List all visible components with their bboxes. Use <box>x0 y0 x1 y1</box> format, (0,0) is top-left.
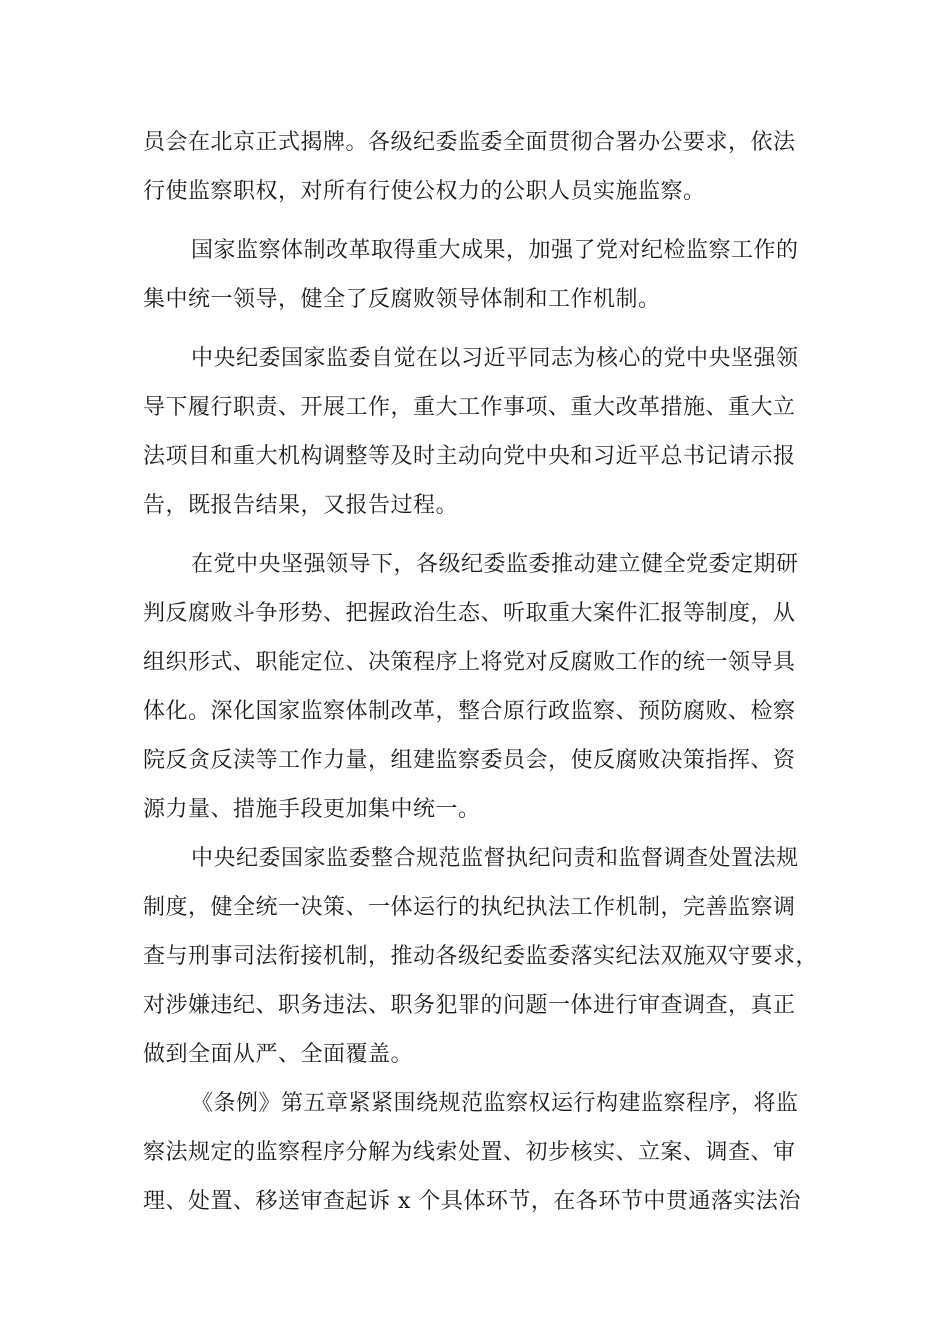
paragraph-first-line: 在党中央坚强领导下，各级纪委监委推动建立健全党委定期研 <box>191 552 799 577</box>
paragraph-first-line: 中央纪委国家监委自觉在以习近平同志为核心的党中央坚强领 <box>191 346 799 371</box>
text-line: 查与刑事司法衔接机制，推动各级纪委监委落实纪法双施双守要求， <box>143 944 819 969</box>
text-line: 组织形式、职能定位、决策程序上将党对反腐败工作的统一领导具 <box>143 650 796 675</box>
text-line: 做到全面从严、全面覆盖。 <box>143 1042 414 1067</box>
text-line: 告，既报告结果，又报告过程。 <box>143 493 459 518</box>
text-line: 员会在北京正式揭牌。各级纪委监委全面贯彻合署办公要求，依法 <box>143 130 796 155</box>
text-line: 集中统一领导，健全了反腐败领导体制和工作机制。 <box>143 287 661 312</box>
paragraph-first-line: 《条例》第五章紧紧围绕规范监察权运行构建监察程序，将监 <box>191 1091 799 1116</box>
text-line: 制度，健全统一决策、一体运行的执纪执法工作机制，完善监察调 <box>143 895 796 920</box>
text-line: 察法规定的监察程序分解为线索处置、初步核实、立案、调查、审 <box>143 1140 796 1165</box>
paragraph-first-line: 国家监察体制改革取得重大成果，加强了党对纪检监察工作的 <box>191 238 799 263</box>
text-line: 体化。深化国家监察体制改革，整合原行政监察、预防腐败、检察 <box>143 699 796 724</box>
text-line: 院反贪反渎等工作力量，组建监察委员会，使反腐败决策指挥、资 <box>143 748 796 773</box>
text-line: 源力量、措施手段更加集中统一。 <box>143 797 481 822</box>
text-line: 对涉嫌违纪、职务违法、职务犯罪的问题一体进行审查调查，真正 <box>143 993 796 1018</box>
text-line: 行使监察职权，对所有行使公权力的公职人员实施监察。 <box>143 179 706 204</box>
text-line: 理、处置、移送审查起诉 x 个具体环节，在各环节中贯通落实法治 <box>143 1189 801 1214</box>
paragraph-first-line: 中央纪委国家监委整合规范监督执纪问责和监督调查处置法规 <box>191 846 799 871</box>
text-line: 导下履行职责、开展工作，重大工作事项、重大改革措施、重大立 <box>143 395 796 420</box>
text-line: 判反腐败斗争形势、把握政治生态、听取重大案件汇报等制度，从 <box>143 601 796 626</box>
text-line: 法项目和重大机构调整等及时主动向党中央和习近平总书记请示报 <box>143 444 796 469</box>
